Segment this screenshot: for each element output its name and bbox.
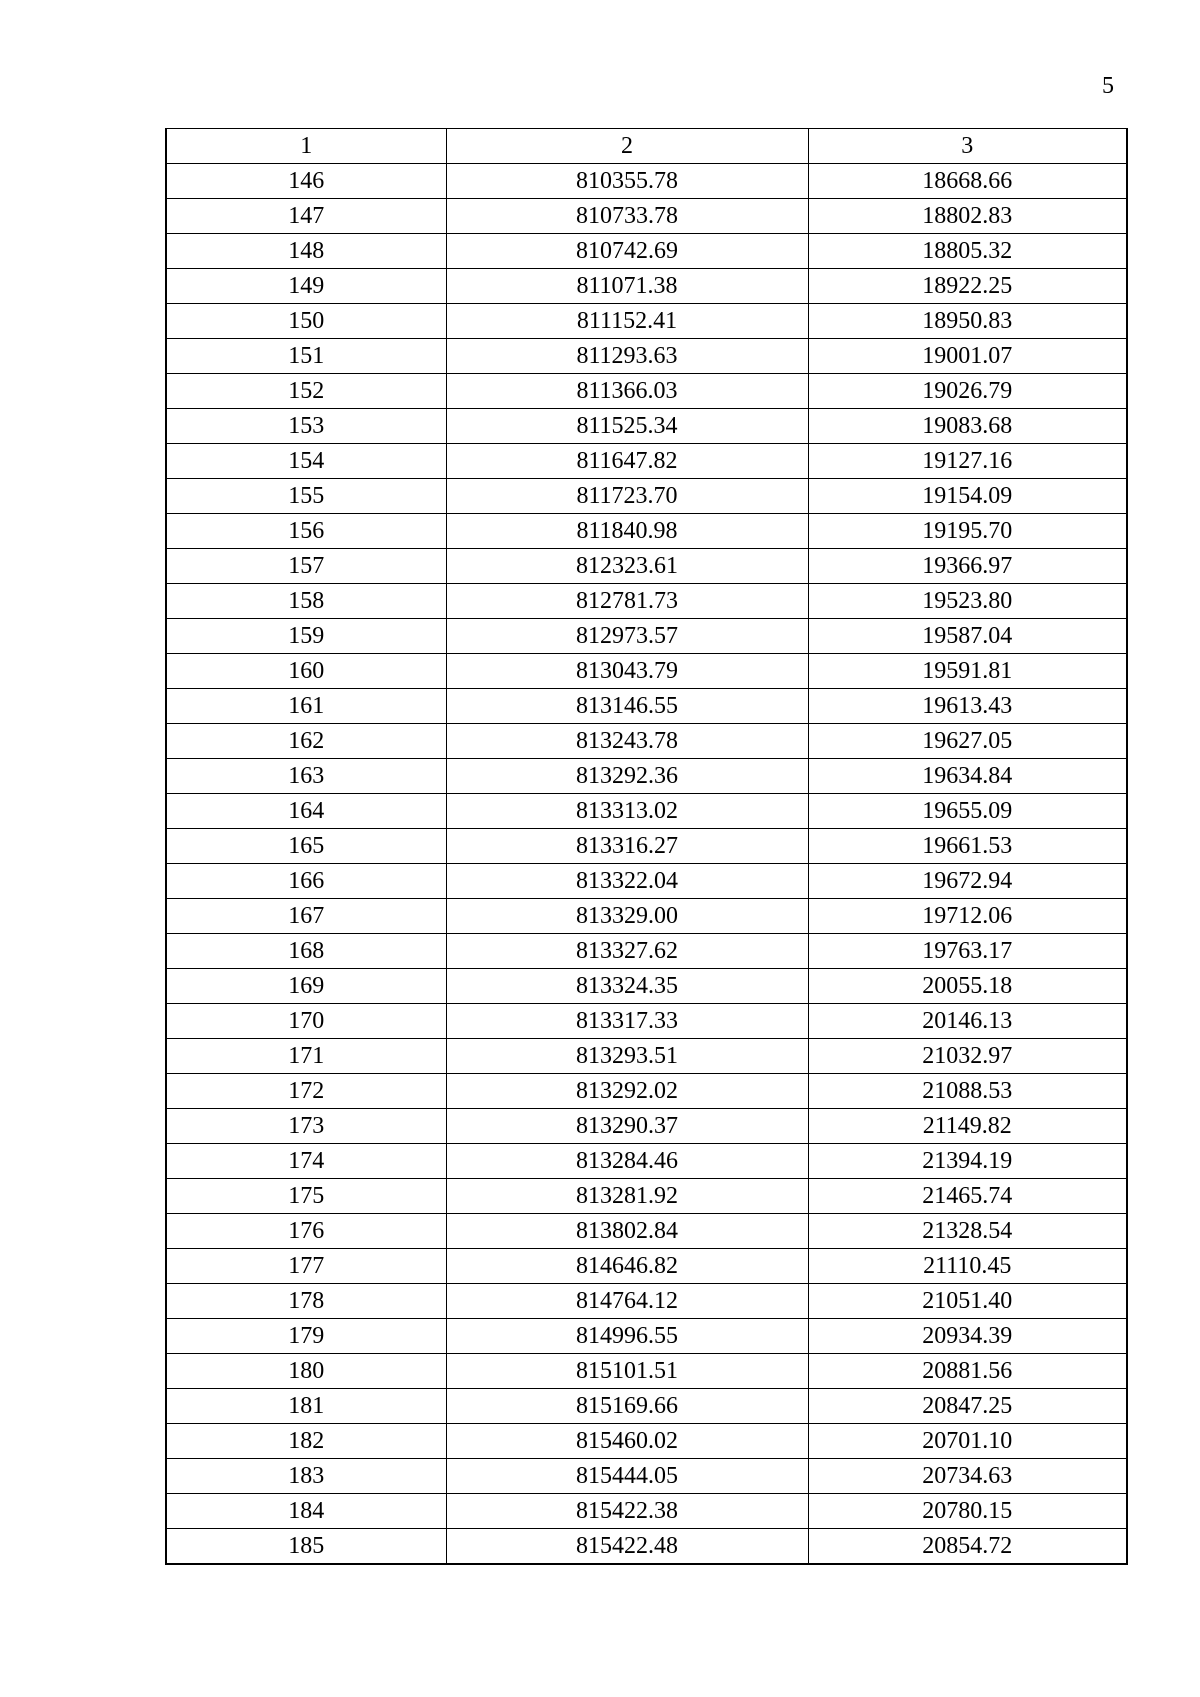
page-number: 5 [1102,73,1114,99]
y-coordinate-cell: 20146.13 [808,1004,1127,1039]
point-number-cell: 153 [166,409,446,444]
y-coordinate-cell: 21465.74 [808,1179,1127,1214]
table-row [166,1039,1127,1074]
point-number-cell: 167 [166,899,446,934]
point-number-cell: 174 [166,1144,446,1179]
y-coordinate-cell: 19712.06 [808,899,1127,934]
table-body [166,129,1127,1565]
point-number-cell: 154 [166,444,446,479]
x-coordinate-cell: 813324.35 [446,969,808,1004]
table-row [166,269,1127,304]
point-number-cell: 180 [166,1354,446,1389]
y-coordinate-cell: 19587.04 [808,619,1127,654]
x-coordinate-cell: 815444.05 [446,1459,808,1494]
y-coordinate-cell: 18950.83 [808,304,1127,339]
y-coordinate-cell: 19661.53 [808,829,1127,864]
table-row [166,1284,1127,1319]
y-coordinate-cell: 20780.15 [808,1494,1127,1529]
point-number-cell: 166 [166,864,446,899]
x-coordinate-cell: 813329.00 [446,899,808,934]
x-coordinate-cell: 813292.02 [446,1074,808,1109]
point-number-cell: 162 [166,724,446,759]
y-coordinate-cell: 19655.09 [808,794,1127,829]
x-coordinate-cell: 813292.36 [446,759,808,794]
table-row [166,1459,1127,1494]
y-coordinate-cell: 19634.84 [808,759,1127,794]
table-row [166,1214,1127,1249]
x-coordinate-cell: 810355.78 [446,164,808,199]
y-coordinate-cell: 19001.07 [808,339,1127,374]
point-number-cell: 184 [166,1494,446,1529]
column-header-1: 1 [166,129,446,164]
table-row [166,689,1127,724]
x-coordinate-cell: 813043.79 [446,654,808,689]
table-row [166,1074,1127,1109]
x-coordinate-cell: 813322.04 [446,864,808,899]
point-number-cell: 170 [166,1004,446,1039]
table-row [166,584,1127,619]
x-coordinate-cell: 810733.78 [446,199,808,234]
y-coordinate-cell: 19366.97 [808,549,1127,584]
table-row [166,1144,1127,1179]
point-number-cell: 152 [166,374,446,409]
x-coordinate-cell: 815422.38 [446,1494,808,1529]
point-number-cell: 177 [166,1249,446,1284]
y-coordinate-cell: 20854.72 [808,1529,1127,1565]
point-number-cell: 146 [166,164,446,199]
x-coordinate-cell: 811723.70 [446,479,808,514]
y-coordinate-cell: 19591.81 [808,654,1127,689]
x-coordinate-cell: 811293.63 [446,339,808,374]
y-coordinate-cell: 20734.63 [808,1459,1127,1494]
y-coordinate-cell: 19083.68 [808,409,1127,444]
table-row [166,374,1127,409]
table-row [166,1109,1127,1144]
y-coordinate-cell: 19672.94 [808,864,1127,899]
x-coordinate-cell: 813317.33 [446,1004,808,1039]
table-row [166,969,1127,1004]
x-coordinate-cell: 812323.61 [446,549,808,584]
x-coordinate-cell: 813293.51 [446,1039,808,1074]
y-coordinate-cell: 20847.25 [808,1389,1127,1424]
table-row [166,724,1127,759]
point-number-cell: 171 [166,1039,446,1074]
point-number-cell: 168 [166,934,446,969]
y-coordinate-cell: 18802.83 [808,199,1127,234]
table-row [166,339,1127,374]
y-coordinate-cell: 19627.05 [808,724,1127,759]
table-row [166,409,1127,444]
point-number-cell: 158 [166,584,446,619]
x-coordinate-cell: 813284.46 [446,1144,808,1179]
point-number-cell: 178 [166,1284,446,1319]
column-header-2: 2 [446,129,808,164]
table-row [166,1319,1127,1354]
y-coordinate-cell: 19154.09 [808,479,1127,514]
point-number-cell: 182 [166,1424,446,1459]
y-coordinate-cell: 18922.25 [808,269,1127,304]
table-row [166,549,1127,584]
point-number-cell: 176 [166,1214,446,1249]
y-coordinate-cell: 21088.53 [808,1074,1127,1109]
x-coordinate-cell: 813327.62 [446,934,808,969]
x-coordinate-cell: 813281.92 [446,1179,808,1214]
y-coordinate-cell: 19127.16 [808,444,1127,479]
x-coordinate-cell: 810742.69 [446,234,808,269]
table-row [166,1389,1127,1424]
x-coordinate-cell: 814646.82 [446,1249,808,1284]
table-row [166,829,1127,864]
point-number-cell: 151 [166,339,446,374]
x-coordinate-cell: 812781.73 [446,584,808,619]
y-coordinate-cell: 21394.19 [808,1144,1127,1179]
x-coordinate-cell: 814764.12 [446,1284,808,1319]
point-number-cell: 150 [166,304,446,339]
column-header-3: 3 [808,129,1127,164]
point-number-cell: 164 [166,794,446,829]
y-coordinate-cell: 21032.97 [808,1039,1127,1074]
point-number-cell: 175 [166,1179,446,1214]
y-coordinate-cell: 20055.18 [808,969,1127,1004]
table-row [166,1494,1127,1529]
table-row [166,199,1127,234]
table-row [166,1529,1127,1565]
y-coordinate-cell: 20881.56 [808,1354,1127,1389]
x-coordinate-cell: 815169.66 [446,1389,808,1424]
point-number-cell: 181 [166,1389,446,1424]
table-row [166,1354,1127,1389]
table-row [166,619,1127,654]
point-number-cell: 157 [166,549,446,584]
point-number-cell: 165 [166,829,446,864]
table-row [166,759,1127,794]
point-number-cell: 149 [166,269,446,304]
point-number-cell: 147 [166,199,446,234]
coordinates-table [165,128,1128,1565]
point-number-cell: 185 [166,1529,446,1565]
table-row [166,444,1127,479]
x-coordinate-cell: 811152.41 [446,304,808,339]
y-coordinate-cell: 19763.17 [808,934,1127,969]
table-header-row [166,129,1127,164]
point-number-cell: 179 [166,1319,446,1354]
point-number-cell: 148 [166,234,446,269]
x-coordinate-cell: 813316.27 [446,829,808,864]
point-number-cell: 155 [166,479,446,514]
table-row [166,514,1127,549]
table-row [166,654,1127,689]
table-row [166,479,1127,514]
y-coordinate-cell: 21110.45 [808,1249,1127,1284]
table-row [166,794,1127,829]
table-row [166,1179,1127,1214]
x-coordinate-cell: 813313.02 [446,794,808,829]
point-number-cell: 169 [166,969,446,1004]
y-coordinate-cell: 19026.79 [808,374,1127,409]
x-coordinate-cell: 815460.02 [446,1424,808,1459]
y-coordinate-cell: 21149.82 [808,1109,1127,1144]
x-coordinate-cell: 811647.82 [446,444,808,479]
point-number-cell: 163 [166,759,446,794]
table-row [166,934,1127,969]
x-coordinate-cell: 814996.55 [446,1319,808,1354]
x-coordinate-cell: 813146.55 [446,689,808,724]
x-coordinate-cell: 811525.34 [446,409,808,444]
x-coordinate-cell: 811840.98 [446,514,808,549]
x-coordinate-cell: 812973.57 [446,619,808,654]
y-coordinate-cell: 19613.43 [808,689,1127,724]
table-row [166,864,1127,899]
x-coordinate-cell: 815101.51 [446,1354,808,1389]
y-coordinate-cell: 19523.80 [808,584,1127,619]
table-row [166,164,1127,199]
y-coordinate-cell: 18805.32 [808,234,1127,269]
point-number-cell: 160 [166,654,446,689]
point-number-cell: 172 [166,1074,446,1109]
table-row [166,234,1127,269]
y-coordinate-cell: 20934.39 [808,1319,1127,1354]
table-row [166,1004,1127,1039]
y-coordinate-cell: 21051.40 [808,1284,1127,1319]
y-coordinate-cell: 18668.66 [808,164,1127,199]
y-coordinate-cell: 21328.54 [808,1214,1127,1249]
x-coordinate-cell: 813243.78 [446,724,808,759]
y-coordinate-cell: 20701.10 [808,1424,1127,1459]
x-coordinate-cell: 813290.37 [446,1109,808,1144]
point-number-cell: 173 [166,1109,446,1144]
table-row [166,1249,1127,1284]
table-row [166,304,1127,339]
point-number-cell: 156 [166,514,446,549]
point-number-cell: 159 [166,619,446,654]
y-coordinate-cell: 19195.70 [808,514,1127,549]
point-number-cell: 161 [166,689,446,724]
x-coordinate-cell: 811366.03 [446,374,808,409]
x-coordinate-cell: 813802.84 [446,1214,808,1249]
point-number-cell: 183 [166,1459,446,1494]
x-coordinate-cell: 811071.38 [446,269,808,304]
table-row [166,1424,1127,1459]
table-row [166,899,1127,934]
x-coordinate-cell: 815422.48 [446,1529,808,1565]
